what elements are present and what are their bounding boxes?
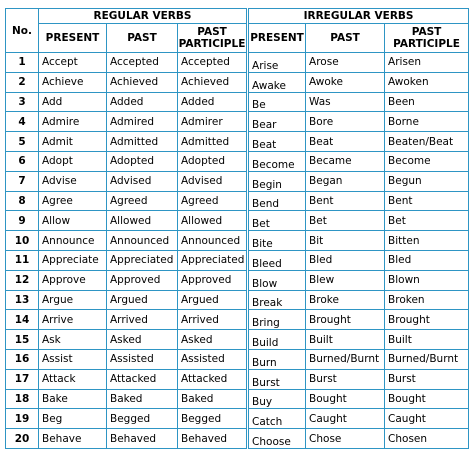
table-row [6,151,469,171]
table-row [6,429,469,449]
regular-past-cell: Argued [107,290,178,310]
row-number-cell: 20 [6,429,39,449]
regular-past-participle-cell: Assisted [178,349,248,369]
row-number-cell: 15 [6,330,39,350]
row-number-cell: 12 [6,270,39,290]
regular-past-participle-cell: Begged [178,409,248,429]
table-row [6,211,469,231]
table-row [6,132,469,152]
irregular-past-header: PAST [306,24,385,53]
regular-past-participle-cell: Behaved [178,429,248,449]
irregular-present-cell: Bleed [248,250,306,270]
pp-line2: PARTICIPLE [178,38,246,50]
regular-past-cell: Asked [107,330,178,350]
irregular-past-cell: Beat [306,132,385,152]
table-row [6,191,469,211]
regular-present-header: PRESENT [39,24,107,53]
irregular-past-cell: Began [306,171,385,191]
regular-present-cell: Behave [39,429,107,449]
irregular-past-participle-cell: Begun [385,171,469,191]
table-row [6,369,469,389]
irregular-past-participle-cell: Bled [385,250,469,270]
irregular-past-cell: Bent [306,191,385,211]
row-number-cell: 7 [6,171,39,191]
regular-past-participle-cell: Accepted [178,53,248,73]
irregular-past-cell: Awoke [306,72,385,92]
row-number-cell: 11 [6,250,39,270]
regular-present-cell: Attack [39,369,107,389]
irregular-present-cell: Become [248,151,306,171]
table-row [6,290,469,310]
regular-present-cell: Accept [39,53,107,73]
irregular-present-cell: Bet [248,211,306,231]
regular-past-cell: Added [107,92,178,112]
irregular-past-participle-cell: Awoken [385,72,469,92]
regular-past-participle-cell: Baked [178,389,248,409]
irregular-past-participle-cell: Built [385,330,469,350]
irregular-past-cell: Bled [306,250,385,270]
irregular-present-cell: Buy [248,389,306,409]
table-row [6,250,469,270]
regular-present-cell: Appreciate [39,250,107,270]
regular-past-participle-cell: Allowed [178,211,248,231]
regular-past-cell: Achieved [107,72,178,92]
regular-past-participle-cell: Adopted [178,151,248,171]
irregular-past-cell: Burst [306,369,385,389]
pp-line2: PARTICIPLE [393,38,460,50]
regular-past-cell: Assisted [107,349,178,369]
table-row [6,389,469,409]
row-number-cell: 19 [6,409,39,429]
table-row [6,349,469,369]
irregular-past-cell: Arose [306,53,385,73]
table-row [6,72,469,92]
row-number-cell: 17 [6,369,39,389]
irregular-past-participle-header [385,24,469,53]
row-number-cell: 14 [6,310,39,330]
regular-past-participle-cell: Arrived [178,310,248,330]
irregular-past-cell: Was [306,92,385,112]
regular-present-cell: Announce [39,231,107,251]
regular-present-cell: Approve [39,270,107,290]
regular-past-participle-header [178,24,248,53]
regular-present-cell: Arrive [39,310,107,330]
row-number-cell: 5 [6,132,39,152]
irregular-present-cell: Break [248,290,306,310]
table-row [6,53,469,73]
irregular-past-participle-cell: Been [385,92,469,112]
regular-present-cell: Beg [39,409,107,429]
row-number-cell: 6 [6,151,39,171]
row-number-cell: 10 [6,231,39,251]
irregular-past-cell: Bet [306,211,385,231]
regular-past-participle-cell: Argued [178,290,248,310]
regular-present-cell: Add [39,92,107,112]
irregular-present-cell: Beat [248,132,306,152]
irregular-present-cell: Begin [248,171,306,191]
verb-rows [6,53,469,449]
irregular-present-cell: Bring [248,310,306,330]
irregular-past-participle-cell: Broken [385,290,469,310]
regular-past-participle-cell: Admirer [178,112,248,132]
regular-past-cell: Advised [107,171,178,191]
table-row [6,270,469,290]
number-column-header: No. [6,9,39,53]
regular-past-cell: Attacked [107,369,178,389]
irregular-past-cell: Broke [306,290,385,310]
regular-verbs-header: REGULAR VERBS [39,9,248,24]
irregular-past-cell: Bore [306,112,385,132]
regular-present-cell: Admire [39,112,107,132]
irregular-past-participle-cell: Brought [385,310,469,330]
table-row [6,330,469,350]
pp-line1: PAST [197,26,227,38]
irregular-past-participle-cell: Bet [385,211,469,231]
row-number-cell: 1 [6,53,39,73]
irregular-present-cell: Arise [248,53,306,73]
irregular-past-cell: Blew [306,270,385,290]
table-row [6,171,469,191]
regular-present-cell: Adopt [39,151,107,171]
irregular-present-header: PRESENT [248,24,306,53]
irregular-past-participle-cell: Bought [385,389,469,409]
irregular-past-cell: Bought [306,389,385,409]
irregular-past-participle-cell: Burned/Burnt [385,349,469,369]
regular-past-cell: Arrived [107,310,178,330]
irregular-past-participle-cell: Burst [385,369,469,389]
table-row [6,310,469,330]
irregular-past-cell: Chose [306,429,385,449]
irregular-past-participle-cell: Bent [385,191,469,211]
regular-past-participle-cell: Advised [178,171,248,191]
regular-past-cell: Agreed [107,191,178,211]
regular-present-cell: Argue [39,290,107,310]
regular-past-participle-cell: Admitted [178,132,248,152]
irregular-past-participle-cell: Beaten/Beat [385,132,469,152]
regular-past-cell: Admitted [107,132,178,152]
regular-past-cell: Adopted [107,151,178,171]
irregular-present-cell: Build [248,330,306,350]
row-number-cell: 2 [6,72,39,92]
regular-past-participle-cell: Appreciated [178,250,248,270]
irregular-present-cell: Bend [248,191,306,211]
row-number-cell: 18 [6,389,39,409]
irregular-past-participle-cell: Caught [385,409,469,429]
regular-past-cell: Admired [107,112,178,132]
irregular-past-cell: Bit [306,231,385,251]
irregular-past-cell: Became [306,151,385,171]
regular-past-participle-cell: Added [178,92,248,112]
regular-past-cell: Announced [107,231,178,251]
row-number-cell: 16 [6,349,39,369]
irregular-present-cell: Burn [248,349,306,369]
table-row [6,409,469,429]
regular-past-participle-cell: Approved [178,270,248,290]
regular-past-participle-cell: Announced [178,231,248,251]
regular-past-participle-cell: Achieved [178,72,248,92]
header-group-row [6,9,469,24]
irregular-past-participle-cell: Become [385,151,469,171]
row-number-cell: 9 [6,211,39,231]
regular-past-cell: Begged [107,409,178,429]
verbs-table [5,8,469,449]
irregular-past-cell: Brought [306,310,385,330]
regular-past-cell: Accepted [107,53,178,73]
regular-present-cell: Agree [39,191,107,211]
header-subcolumn-row [6,24,469,53]
regular-past-participle-cell: Agreed [178,191,248,211]
irregular-present-cell: Catch [248,409,306,429]
irregular-present-cell: Be [248,92,306,112]
regular-present-cell: Allow [39,211,107,231]
regular-present-cell: Achieve [39,72,107,92]
row-number-cell: 4 [6,112,39,132]
irregular-past-participle-cell: Chosen [385,429,469,449]
row-number-cell: 3 [6,92,39,112]
regular-past-header: PAST [107,24,178,53]
irregular-past-cell: Caught [306,409,385,429]
irregular-past-participle-cell: Borne [385,112,469,132]
irregular-present-cell: Choose [248,429,306,449]
irregular-past-cell: Burned/Burnt [306,349,385,369]
irregular-past-participle-cell: Arisen [385,53,469,73]
regular-present-cell: Bake [39,389,107,409]
irregular-present-cell: Awake [248,72,306,92]
irregular-present-cell: Burst [248,369,306,389]
irregular-present-cell: Bite [248,231,306,251]
table-row [6,231,469,251]
regular-present-cell: Admit [39,132,107,152]
regular-past-cell: Behaved [107,429,178,449]
regular-past-cell: Appreciated [107,250,178,270]
regular-past-cell: Allowed [107,211,178,231]
pp-line1: PAST [411,26,442,38]
irregular-past-cell: Built [306,330,385,350]
row-number-cell: 8 [6,191,39,211]
regular-present-cell: Ask [39,330,107,350]
regular-past-cell: Approved [107,270,178,290]
regular-past-participle-cell: Attacked [178,369,248,389]
table-row [6,92,469,112]
regular-present-cell: Assist [39,349,107,369]
irregular-present-cell: Blow [248,270,306,290]
irregular-past-participle-cell: Blown [385,270,469,290]
regular-past-participle-cell: Asked [178,330,248,350]
regular-present-cell: Advise [39,171,107,191]
irregular-present-cell: Bear [248,112,306,132]
irregular-past-participle-cell: Bitten [385,231,469,251]
row-number-cell: 13 [6,290,39,310]
table-row [6,112,469,132]
regular-past-cell: Baked [107,389,178,409]
irregular-verbs-header: IRREGULAR VERBS [248,9,469,24]
